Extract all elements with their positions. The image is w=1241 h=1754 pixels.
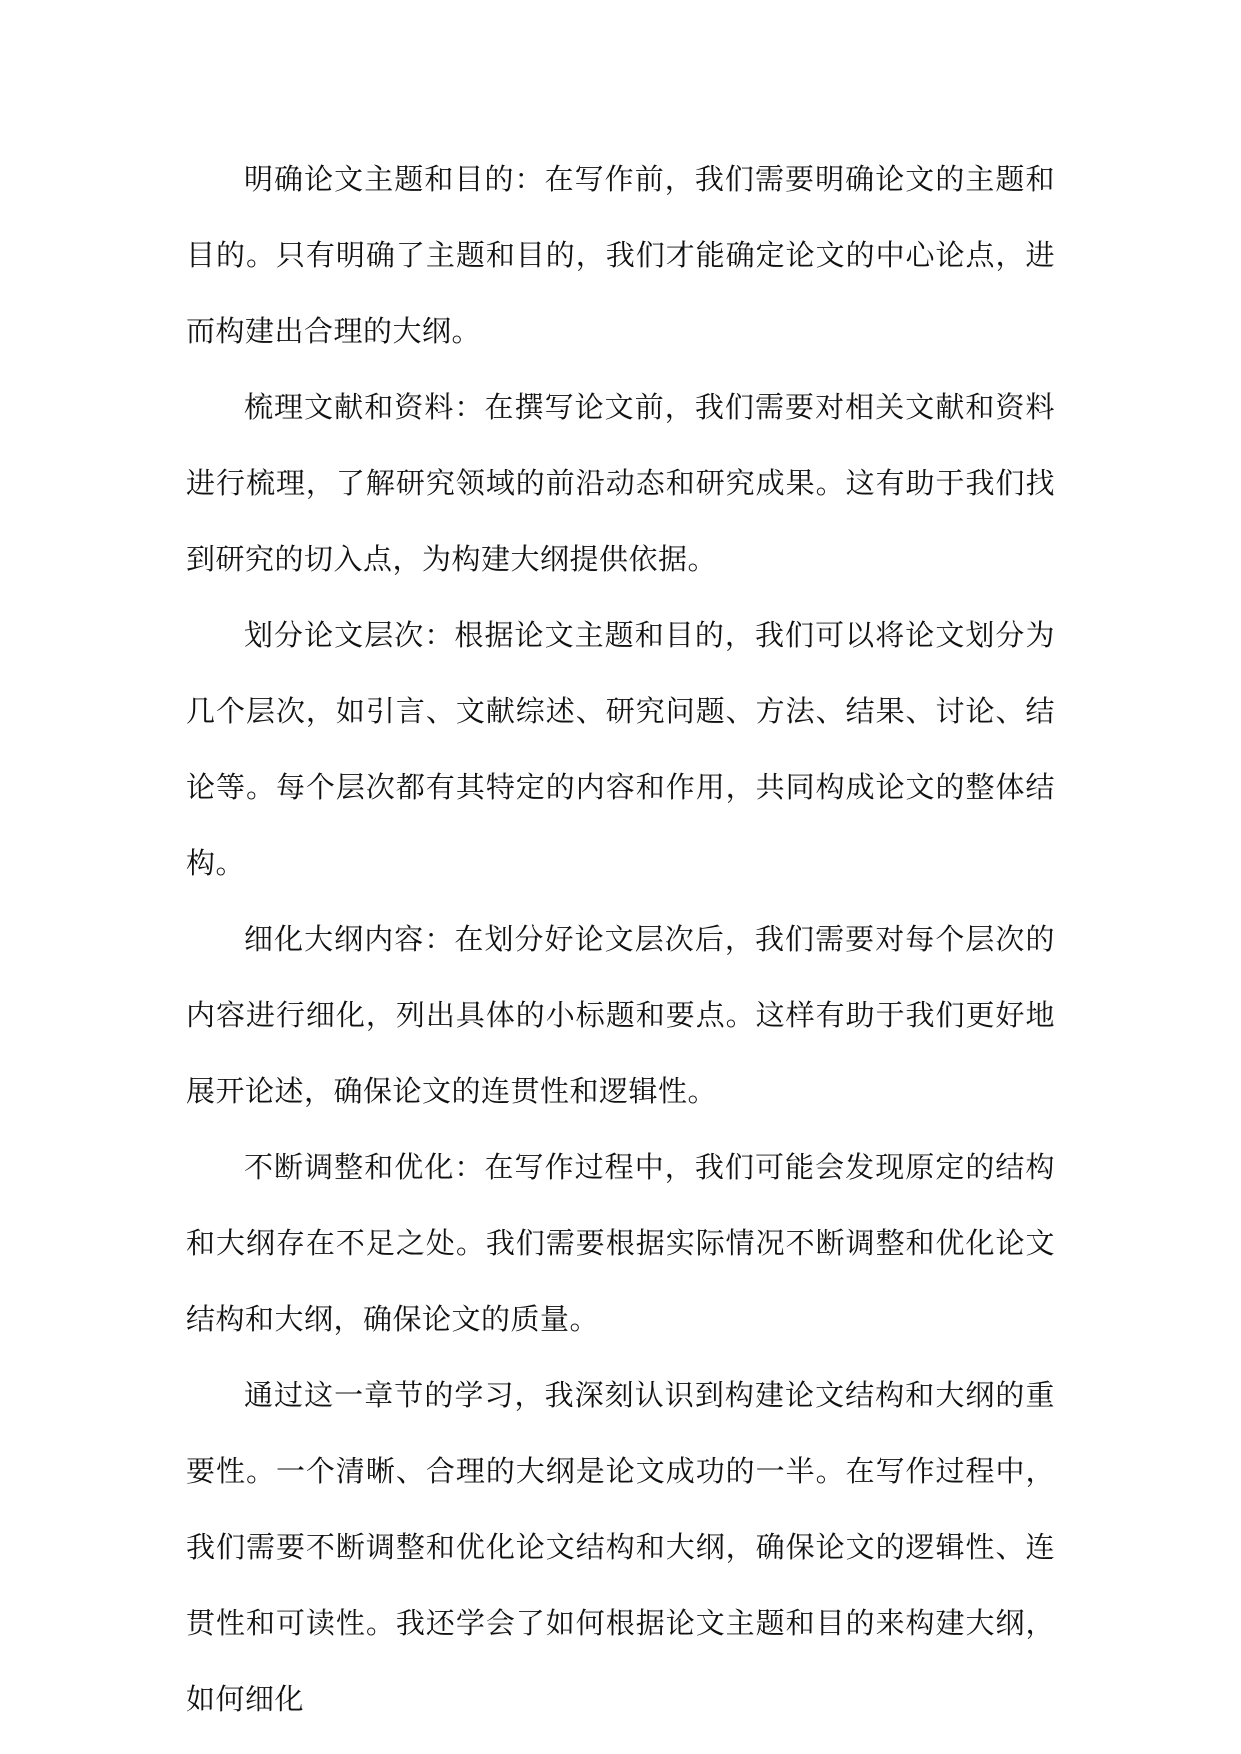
paragraph-adjust-optimize: 不断调整和优化：在写作过程中，我们可能会发现原定的结构和大纲存在不足之处。我们需要根据实际情况不断调整和优化论文结构和大纲，确保论文的质量。 <box>186 1150 1055 1336</box>
document-page <box>186 141 1055 1737</box>
paragraph-chapter-summary: 通过这一章节的学习，我深刻认识到构建论文结构和大纲的重要性。一个清晰、合理的大纲是论文成功的一半。在写作过程中，我们需要不断调整和优化论文结构和大纲，确保论文的逻辑性、连贯性和可读性。我还学会了如何根据论文主题和目的来构建大纲，如何细化 <box>186 1378 1055 1716</box>
paragraph-clarify-topic: 明确论文主题和目的：在写作前，我们需要明确论文的主题和目的。只有明确了主题和目的，我们才能确定论文的中心论点，进而构建出合理的大纲。 <box>186 162 1055 348</box>
paragraph-review-literature: 梳理文献和资料：在撰写论文前，我们需要对相关文献和资料进行梳理，了解研究领域的前沿动态和研究成果。这有助于我们找到研究的切入点，为构建大纲提供依据。 <box>186 390 1055 576</box>
paragraph-divide-levels: 划分论文层次：根据论文主题和目的，我们可以将论文划分为几个层次，如引言、文献综述、研究问题、方法、结果、讨论、结论等。每个层次都有其特定的内容和作用，共同构成论文的整体结构。 <box>186 618 1055 880</box>
paragraph-refine-outline: 细化大纲内容：在划分好论文层次后，我们需要对每个层次的内容进行细化，列出具体的小标题和要点。这样有助于我们更好地展开论述，确保论文的连贯性和逻辑性。 <box>186 922 1055 1108</box>
